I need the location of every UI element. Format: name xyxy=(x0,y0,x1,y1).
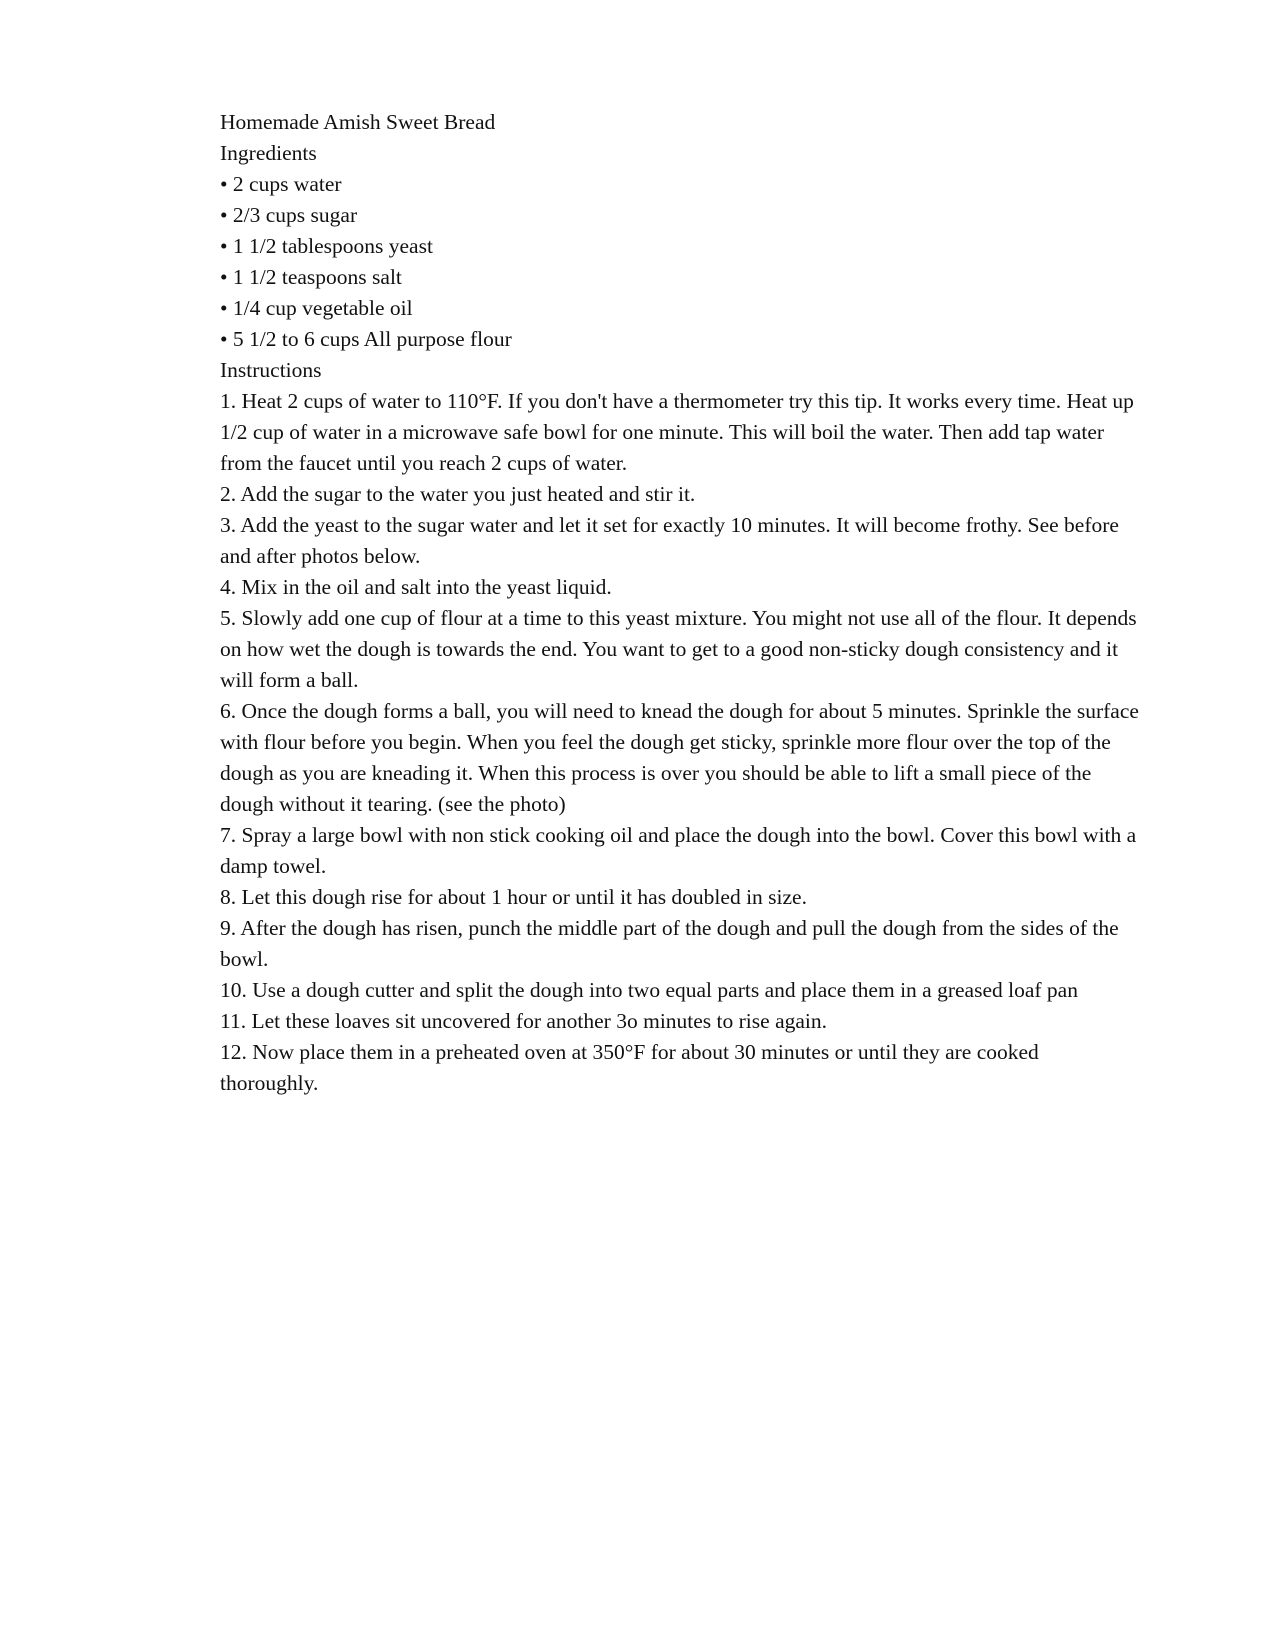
instruction-step: 8. Let this dough rise for about 1 hour or until it has doubled in size. xyxy=(220,885,807,909)
instruction-step: 5. Slowly add one cup of flour at a time to this yeast mixture. You might not use all of the flour. It depends on how wet the dough is towards the end. You want to get to a good non-sticky dough consistency and it will form a ball. xyxy=(220,606,1137,692)
ingredient-item: • 1/4 cup vegetable oil xyxy=(220,296,413,320)
ingredient-item: • 5 1/2 to 6 cups All purpose flour xyxy=(220,327,512,351)
ingredient-item: • 2/3 cups sugar xyxy=(220,203,358,227)
instruction-step: 2. Add the sugar to the water you just heated and stir it. xyxy=(220,482,696,506)
ingredient-item: • 2 cups water xyxy=(220,172,342,196)
instructions-list xyxy=(220,386,1140,1099)
instruction-step: 11. Let these loaves sit uncovered for another 3o minutes to rise again. xyxy=(220,1009,827,1033)
ingredients-list xyxy=(220,169,1140,355)
instruction-step: 7. Spray a large bowl with non stick cooking oil and place the dough into the bowl. Cover this bowl with a damp towel. xyxy=(220,823,1137,878)
instruction-step: 6. Once the dough forms a ball, you will need to knead the dough for about 5 minutes. Sprinkle the surface with flour before you begin. When you feel the dough get sticky, sprinkle more flour over the top of the dough as you are kneading it. When this process is over you should be able to lift a small piece of the dough without it tearing. (see the photo) xyxy=(220,699,1139,816)
instruction-step: 3. Add the yeast to the sugar water and let it set for exactly 10 minutes. It will become frothy. See before and after photos below. xyxy=(220,513,1119,568)
ingredient-item: • 1 1/2 teaspoons salt xyxy=(220,265,402,289)
ingredients-heading: Ingredients xyxy=(220,141,317,165)
instruction-step: 9. After the dough has risen, punch the middle part of the dough and pull the dough from the sides of the bowl. xyxy=(220,916,1119,971)
instruction-step: 1. Heat 2 cups of water to 110°F. If you don't have a thermometer try this tip. It works every time. Heat up 1/2 cup of water in a microwave safe bowl for one minute. This will boil the water. Then add tap water from the faucet until you reach 2 cups of water. xyxy=(220,389,1134,475)
recipe-title: Homemade Amish Sweet Bread xyxy=(220,110,496,134)
instruction-step: 10. Use a dough cutter and split the dough into two equal parts and place them in a greased loaf pan xyxy=(220,978,1078,1002)
document-page xyxy=(220,107,1140,1099)
instruction-step: 4. Mix in the oil and salt into the yeast liquid. xyxy=(220,575,612,599)
instructions-heading: Instructions xyxy=(220,358,322,382)
instruction-step: 12. Now place them in a preheated oven at 350°F for about 30 minutes or until they are cooked thoroughly. xyxy=(220,1040,1039,1095)
ingredient-item: • 1 1/2 tablespoons yeast xyxy=(220,234,433,258)
